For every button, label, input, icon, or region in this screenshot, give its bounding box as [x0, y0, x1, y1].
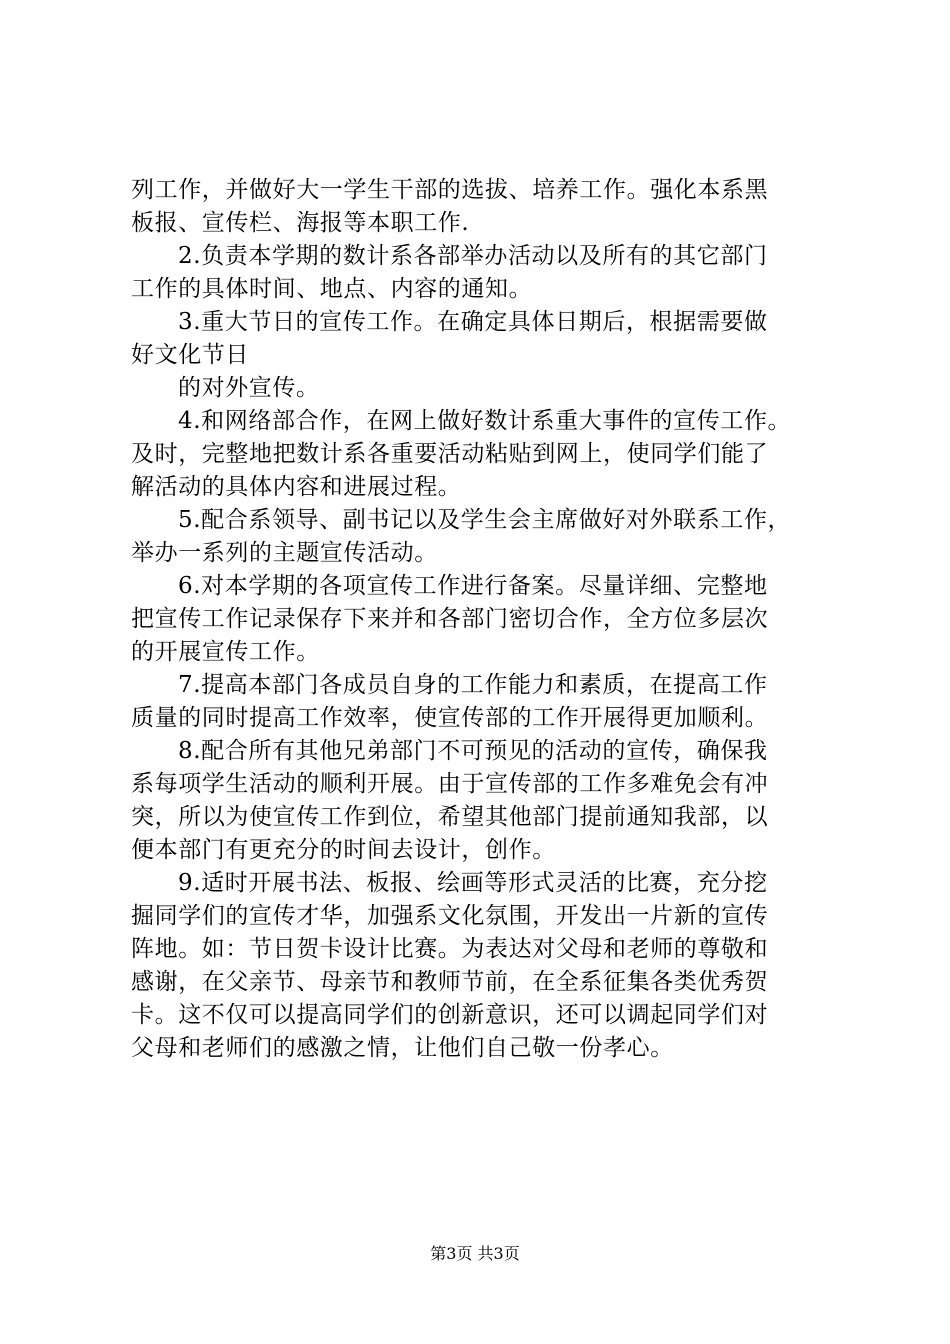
body-line: 板报、宣传栏、海报等本职工作.: [131, 210, 470, 236]
body-line: 6.对本学期的各项宣传工作进行备案。尽量详细、完整地: [178, 573, 768, 599]
body-line: 阵地。如：节日贺卡设计比赛。为表达对父母和老师的尊敬和: [131, 936, 769, 962]
body-line: 父母和老师们的感激之情，让他们自己敬一份孝心。: [131, 1035, 674, 1061]
page-footer: 第3页 共3页: [430, 1244, 520, 1263]
body-line: 7.提高本部门各成员自身的工作能力和素质，在提高工作: [178, 672, 768, 698]
body-line: 3.重大节日的宣传工作。在确定具体日期后，根据需要做: [178, 309, 768, 335]
body-line: 系每项学生活动的顺利开展。由于宣传部的工作多难免会有冲: [131, 771, 769, 797]
body-line: 4.和网络部合作，在网上做好数计系重大事件的宣传工作。: [178, 408, 792, 434]
document-body: [131, 174, 831, 1065]
body-line: 质量的同时提高工作效率，使宣传部的工作开展得更加顺利。: [131, 705, 769, 731]
body-line: 的开展宣传工作。: [131, 639, 320, 665]
body-line: 举办一系列的主题宣传活动。: [131, 540, 438, 566]
body-line: 好文化节日: [131, 342, 249, 368]
body-line: 便本部门有更充分的时间去设计，创作。: [131, 837, 556, 863]
body-line: 突，所以为使宣传工作到位，希望其他部门提前通知我部，以: [131, 804, 769, 830]
body-line: 9.适时开展书法、板报、绘画等形式灵活的比赛，充分挖: [178, 870, 768, 896]
body-line: 5.配合系领导、副书记以及学生会主席做好对外联系工作，: [178, 507, 792, 533]
body-line: 卡。这不仅可以提高同学们的创新意识，还可以调起同学们对: [131, 1002, 769, 1028]
body-line: 8.配合所有其他兄弟部门不可预见的活动的宣传，确保我: [178, 738, 768, 764]
body-line: 工作的具体时间、地点、内容的通知。: [131, 276, 533, 302]
body-line: 把宣传工作记录保存下来并和各部门密切合作，全方位多层次: [131, 606, 769, 632]
body-line: 解活动的具体内容和进展过程。: [131, 474, 462, 500]
body-line: 2.负责本学期的数计系各部举办活动以及所有的其它部门: [178, 243, 768, 269]
body-line: 列工作，并做好大一学生干部的选拔、培养工作。强化本系黑: [131, 177, 769, 203]
body-line: 掘同学们的宣传才华，加强系文化氛围，开发出一片新的宣传: [131, 903, 769, 929]
body-line: 的对外宣传。: [178, 375, 320, 401]
body-line: 及时，完整地把数计系各重要活动粘贴到网上，使同学们能了: [131, 441, 769, 467]
body-line: 感谢，在父亲节、母亲节和教师节前，在全系征集各类优秀贺: [131, 969, 769, 995]
